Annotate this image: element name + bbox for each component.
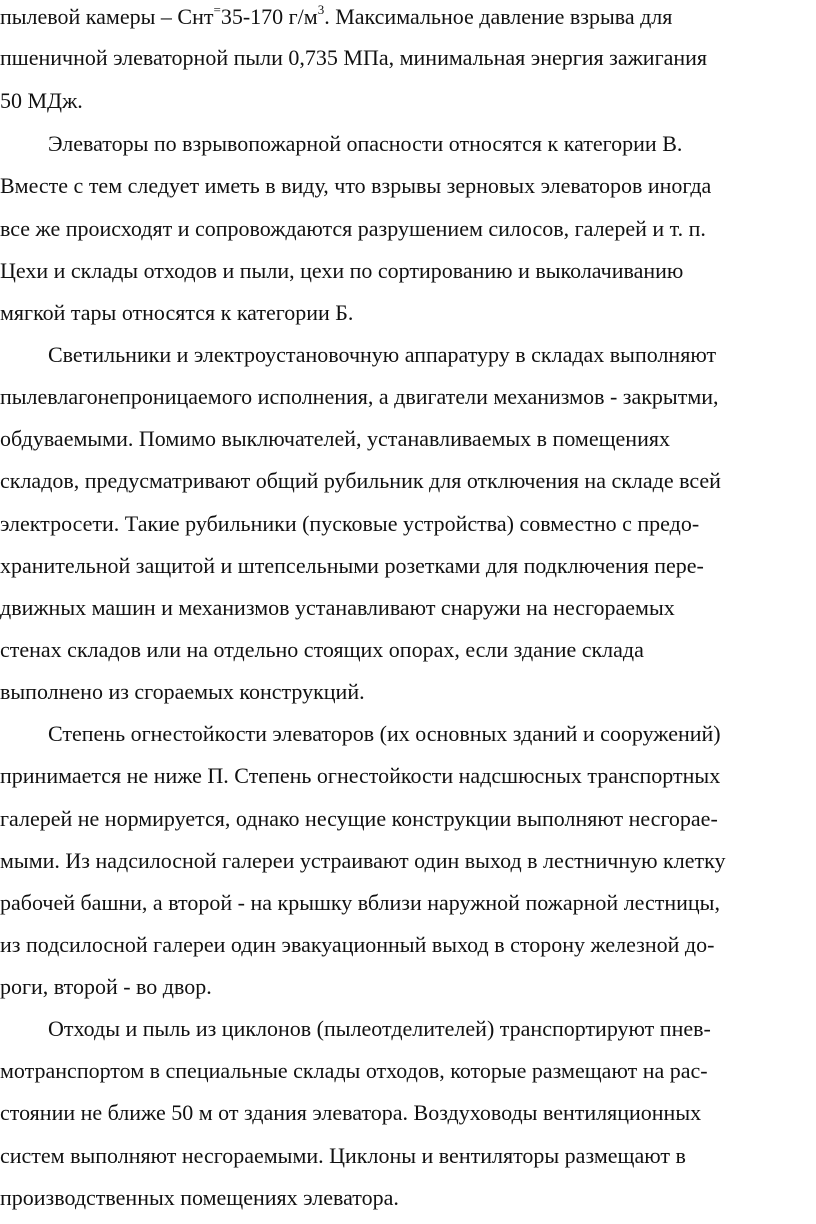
text-line-3: 50 МДж.	[0, 88, 83, 113]
text-line-12: складов, предусматривают общий рубильник для отключения на складе всей	[0, 468, 721, 493]
text-line-27: стоянии не ближе 50 м от здания элеватора. Воздуховоды вентиляционных	[0, 1100, 702, 1125]
text-line-1-mid: 35-170 г/м	[220, 4, 318, 29]
text-line-6: все же происходят и сопровождаются разрушением силосов, галерей и т. п.	[0, 216, 706, 241]
text-line-18: Степень огнестойкости элеваторов (их основных зданий и сооружений)	[48, 721, 721, 746]
text-line-7: Цехи и склады отходов и пыли, цехи по сортированию и выколачиванию	[0, 258, 684, 283]
text-line-16: стенах складов или на отдельно стоящих опорах, если здание склада	[0, 637, 644, 662]
text-line-14: хранительной защитой и штепсельными розетками для подключения пере-	[0, 553, 704, 578]
text-line-17: выполнено из сгораемых конструкций.	[0, 679, 365, 704]
text-line-25: Отходы и пыль из циклонов (пылеотделителей) транспортируют пнев-	[48, 1016, 711, 1041]
text-line-9: Светильники и электроустановочную аппаратуру в складах выполняют	[48, 342, 717, 367]
superscript-cube: 3	[317, 1, 325, 17]
text-line-1	[0, 3, 672, 31]
text-line-2: пшеничной элеваторной пыли 0,735 МПа, минимальная энергия зажигания	[0, 45, 708, 70]
text-line-22: рабочей башни, а второй - на крышку вблизи наружной пожарной лестницы,	[0, 890, 720, 915]
text-line-24: роги, второй - во двор.	[0, 974, 212, 999]
text-line-20: галерей не нормируется, однако несущие конструкции выполняют несгорае-	[0, 806, 718, 831]
text-line-15: движных машин и механизмов устанавливают снаружи на несгораемых	[0, 595, 675, 620]
text-line-21: мыми. Из надсилосной галереи устраивают один выход в лестничную клетку	[0, 848, 726, 873]
text-line-4: Элеваторы по взрывопожарной опасности относятся к категории В.	[48, 131, 683, 156]
text-line-5: Вместе с тем следует иметь в виду, что взрывы зерновых элеваторов иногда	[0, 173, 712, 198]
text-line-23: из подсилосной галереи один эвакуационный выход в сторону железной до-	[0, 932, 715, 957]
text-line-11: обдуваемыми. Помимо выключателей, устанавливаемых в помещениях	[0, 426, 670, 451]
text-line-1-pre: пылевой камеры – Снт	[0, 4, 214, 29]
text-line-19: принимается не ниже П. Степень огнестойкости надсшюсных транспортных	[0, 763, 721, 788]
text-line-10: пылевлагонепроницаемого исполнения, а двигатели механизмов - закрытми,	[0, 384, 719, 409]
text-line-28: систем выполняют несгораемыми. Циклоны и вентиляторы размещают в	[0, 1143, 686, 1168]
text-line-29: производственных помещениях элеватора.	[0, 1185, 399, 1210]
text-line-26: мотранспортом в специальные склады отходов, которые размещают на рас-	[0, 1058, 708, 1083]
text-line-1-post: . Максимальное давление взрыва для	[324, 4, 673, 29]
text-line-8: мягкой тары относятся к категории Б.	[0, 300, 354, 325]
text-line-13: электросети. Такие рубильники (пусковые устройства) совместно с предо-	[0, 511, 700, 536]
superscript-equals: =	[213, 1, 221, 17]
